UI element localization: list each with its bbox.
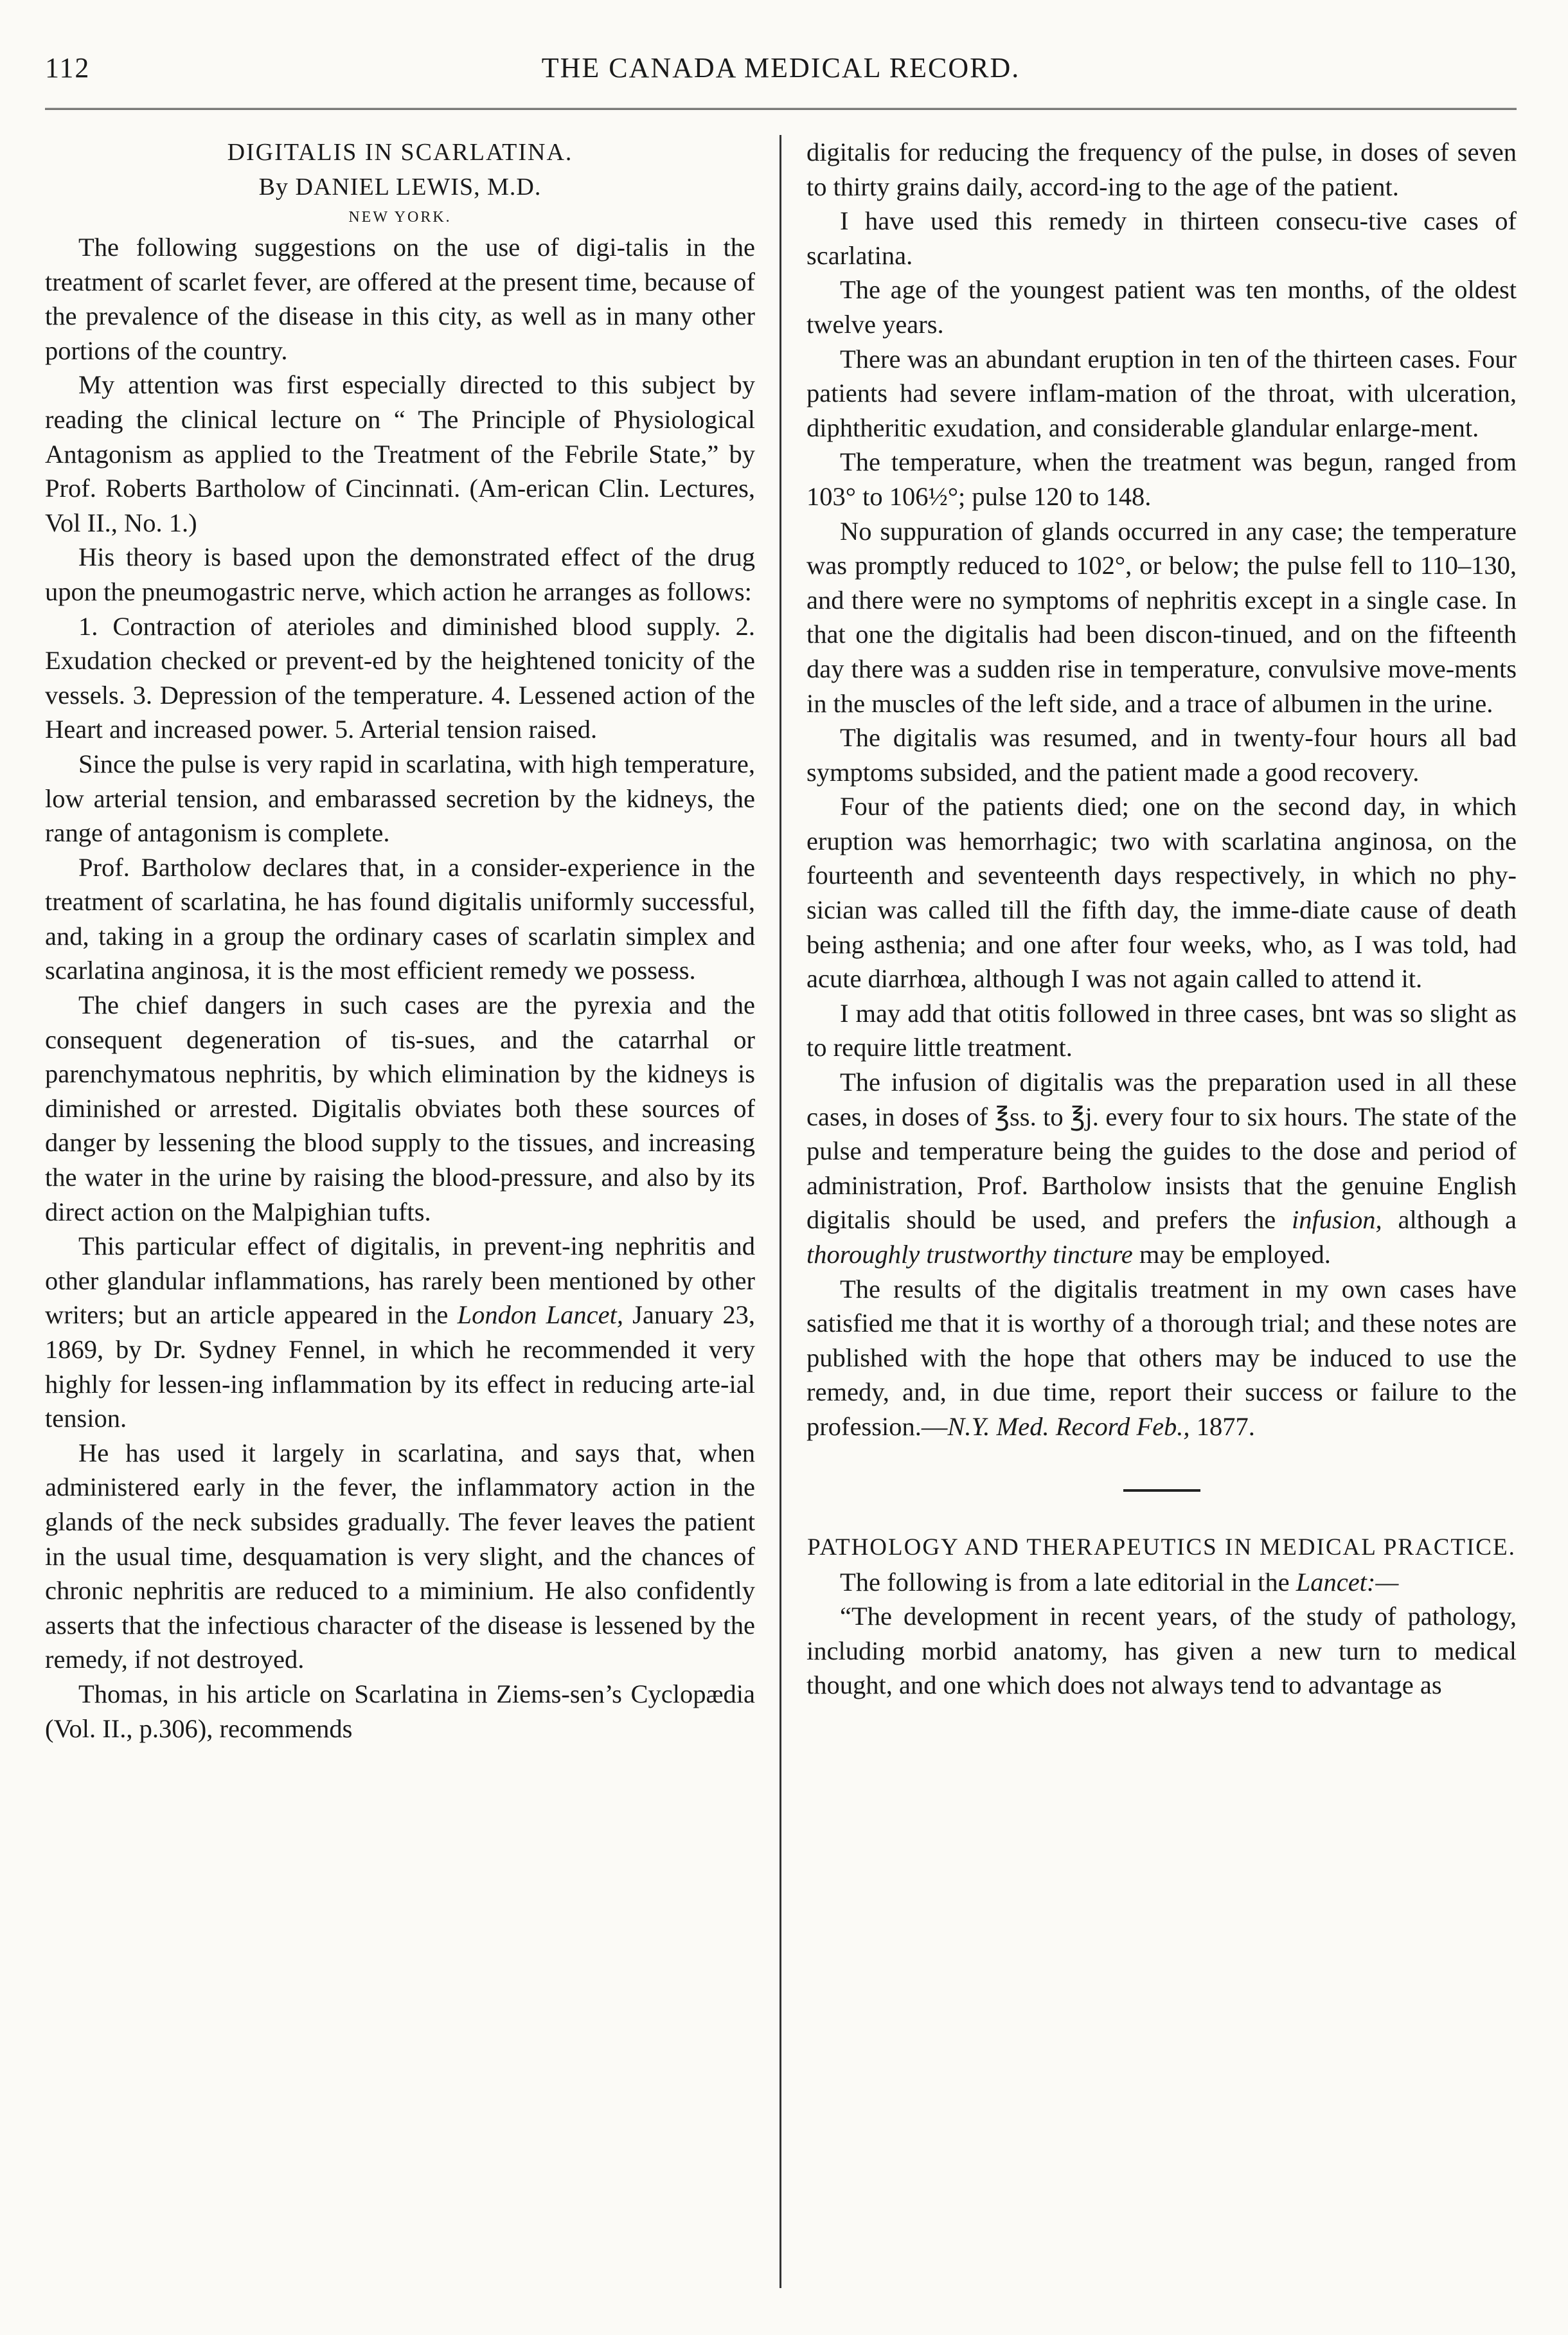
paragraph: Four of the patients died; one on the second day, in which eruption was hemorrhagic; two with scarlatina anginosa, on the fourteenth and seventeenth days respectively, in which no phy-sician was called till the fifth day, the imme-diate cause of death being asthenia; and one after four weeks, who, as I was told, had acute diarrhœa, although I was not again called to attend it.	[806, 792, 1517, 994]
journal-page	[45, 39, 1517, 2301]
paragraph	[45, 1229, 755, 1436]
paragraph: My attention was first especially directed to this subject by reading the clinical lecture on “ The Principle of Physiological Antagonism as applied to the Treatment of the Febrile State,” by Prof. Roberts Bartholow of Cincinnati. (Am-erican Clin. Lectures, Vol II., No. 1.)	[45, 370, 755, 537]
italic-source: N.Y. Med. Record Feb.,	[947, 1411, 1190, 1441]
italic-term: infusion,	[1292, 1205, 1382, 1235]
journal-title: THE CANADA MEDICAL RECORD.	[541, 52, 1020, 84]
paragraph: “The development in recent years, of the study of pathology, including morbid anatomy, has given a new turn to medical thought, and one which does not always tend to advantage as	[806, 1602, 1517, 1700]
article-byline: By DANIEL LEWIS, M.D.	[258, 174, 542, 201]
paragraph-continuation: digitalis for reducing the frequency of the pulse, in doses of seven to thirty grains daily, accord-ing to the age of the patient.	[806, 138, 1517, 201]
paragraph: I may add that otitis followed in three cases, bnt was so slight as to require little treatment.	[806, 998, 1517, 1062]
paragraph: 1. Contraction of aterioles and diminished blood supply. 2. Exudation checked or prevent-ed by the heightened tonicity of the vessels. 3. Depression of the temperature. 4. Lessened action of the Heart and increased power. 5. Arterial tension raised.	[45, 611, 755, 744]
paragraph: The following suggestions on the use of digi-talis in the treatment of scarlet fever, are offered at the present time, because of the prevalence of the disease in this city, as well as in many other portions of the country.	[45, 233, 755, 365]
paragraph: Thomas, in his article on Scarlatina in Ziems-sen’s Cyclopædia (Vol. II., p.306), recommends	[45, 1679, 755, 1743]
paragraph: The digitalis was resumed, and in twenty-four hours all bad symptoms subsided, and the patient made a good recovery.	[806, 723, 1517, 787]
text-run: 1877.	[1189, 1411, 1255, 1441]
running-head	[45, 39, 1517, 90]
article-dateline: NEW YORK.	[348, 209, 452, 226]
article-title: DIGITALIS IN SCARLATINA.	[227, 139, 573, 166]
paragraph	[806, 1065, 1517, 1272]
left-column	[45, 135, 755, 1746]
paragraph: There was an abundant eruption in ten of the thirteen cases. Four patients had severe inflam-mation of the throat, with ulceration, diphtheritic exudation, and considerable glandular enlarge-ment.	[806, 344, 1517, 442]
text-run: The results of the digitalis treatment in my own cases have satisfied me that it is worthy of a thorough trial; and these notes are published with the hope that others may be induced to use the remedy, and, in due time, report their success or failure to the profession.—	[806, 1274, 1517, 1441]
paragraph: Prof. Bartholow declares that, in a consider-experience in the treatment of scarlatina, he has found digitalis uniformly successful, and, taking in a group the ordinary cases of scarlatin simplex and scarlatina anginosa, it is the most efficient remedy we possess.	[45, 852, 755, 985]
column-rule	[780, 135, 781, 2288]
paragraph: The temperature, when the treatment was begun, ranged from 103° to 106½°; pulse 120 to 148.	[806, 447, 1517, 511]
paragraph: The chief dangers in such cases are the pyrexia and the consequent degeneration of tis-sues, and the catarrhal or parenchymatous nephritis, by which elimination by the kidneys is diminished or arrested. Digitalis obviates both these sources of danger by lessening the blood supply to the tissues, and increasing the water in the urine by raising the blood-pressure, and also by its direct action on the Malpighian tufts.	[45, 990, 755, 1226]
text-run: may be employed.	[1132, 1240, 1331, 1269]
paragraph: He has used it largely in scarlatina, and says that, when administered early in the fever, the inflammatory action in the glands of the neck subsides gradually. The fever leaves the patient in the usual time, desquamation is very slight, and the chances of chronic nephritis are reduced to a miminium. He also confidently asserts that the infectious character of the disease is lessened by the remedy, if not destroyed.	[45, 1438, 755, 1674]
text-run: January 23, 1869, by Dr. Sydney Fennel, in which he recommended it very highly for lessen-ing inflammation by its effect in reducing arte-ial tension.	[45, 1300, 755, 1433]
section-divider	[1123, 1489, 1200, 1492]
paragraph: The age of the youngest patient was ten months, of the oldest twelve years.	[806, 275, 1517, 339]
header-rule	[45, 108, 1517, 110]
italic-term: thoroughly trustworthy tincture	[806, 1240, 1133, 1269]
paragraph: Since the pulse is very rapid in scarlatina, with high temperature, low arterial tension, and embarassed secretion by the kidneys, the range of antagonism is complete.	[45, 749, 755, 848]
italic-source: Lancet:—	[1296, 1567, 1399, 1597]
page-number: 112	[45, 52, 91, 84]
paragraph: I have used this remedy in thirteen consecu-tive cases of scarlatina.	[806, 206, 1517, 270]
text-run: The following is from a late editorial in the	[840, 1567, 1296, 1597]
italic-citation: London Lancet,	[457, 1300, 623, 1330]
paragraph: No suppuration of glands occurred in any case; the temperature was promptly reduced to 102°, or below; the pulse fell to 110–130, and there were no symptoms of nephritis except in a single case. In that one the digitalis had been discon-tinued, and on the fifteenth day there was a sudden rise in temperature, convulsive move-ments in the muscles of the left side, and a trace of albumen in the urine.	[806, 516, 1517, 718]
paragraph	[806, 1565, 1517, 1600]
text-columns	[45, 135, 1517, 2301]
text-run: although a	[1382, 1205, 1517, 1235]
right-column	[806, 135, 1517, 1703]
text-run: The infusion of digitalis was the preparation used in all these cases, in doses of ℥ss. to ℥j. every four to six hours. The state of the pulse and temperature being the guides to the dose and period of administration, Prof. Bartholow insists that the genuine English digitalis should be used, and prefers the	[806, 1068, 1517, 1235]
paragraph: His theory is based upon the demonstrated effect of the drug upon the pneumogastric nerve, which action he arranges as follows:	[45, 542, 755, 606]
text-run: This particular effect of digitalis, in prevent-ing nephritis and other glandular inflammations, has rarely been mentioned by other writers; but an article appeared in the	[45, 1231, 755, 1330]
section-title: PATHOLOGY AND THERAPEUTICS IN MEDICAL PRACTICE.	[807, 1534, 1516, 1561]
paragraph	[806, 1272, 1517, 1444]
